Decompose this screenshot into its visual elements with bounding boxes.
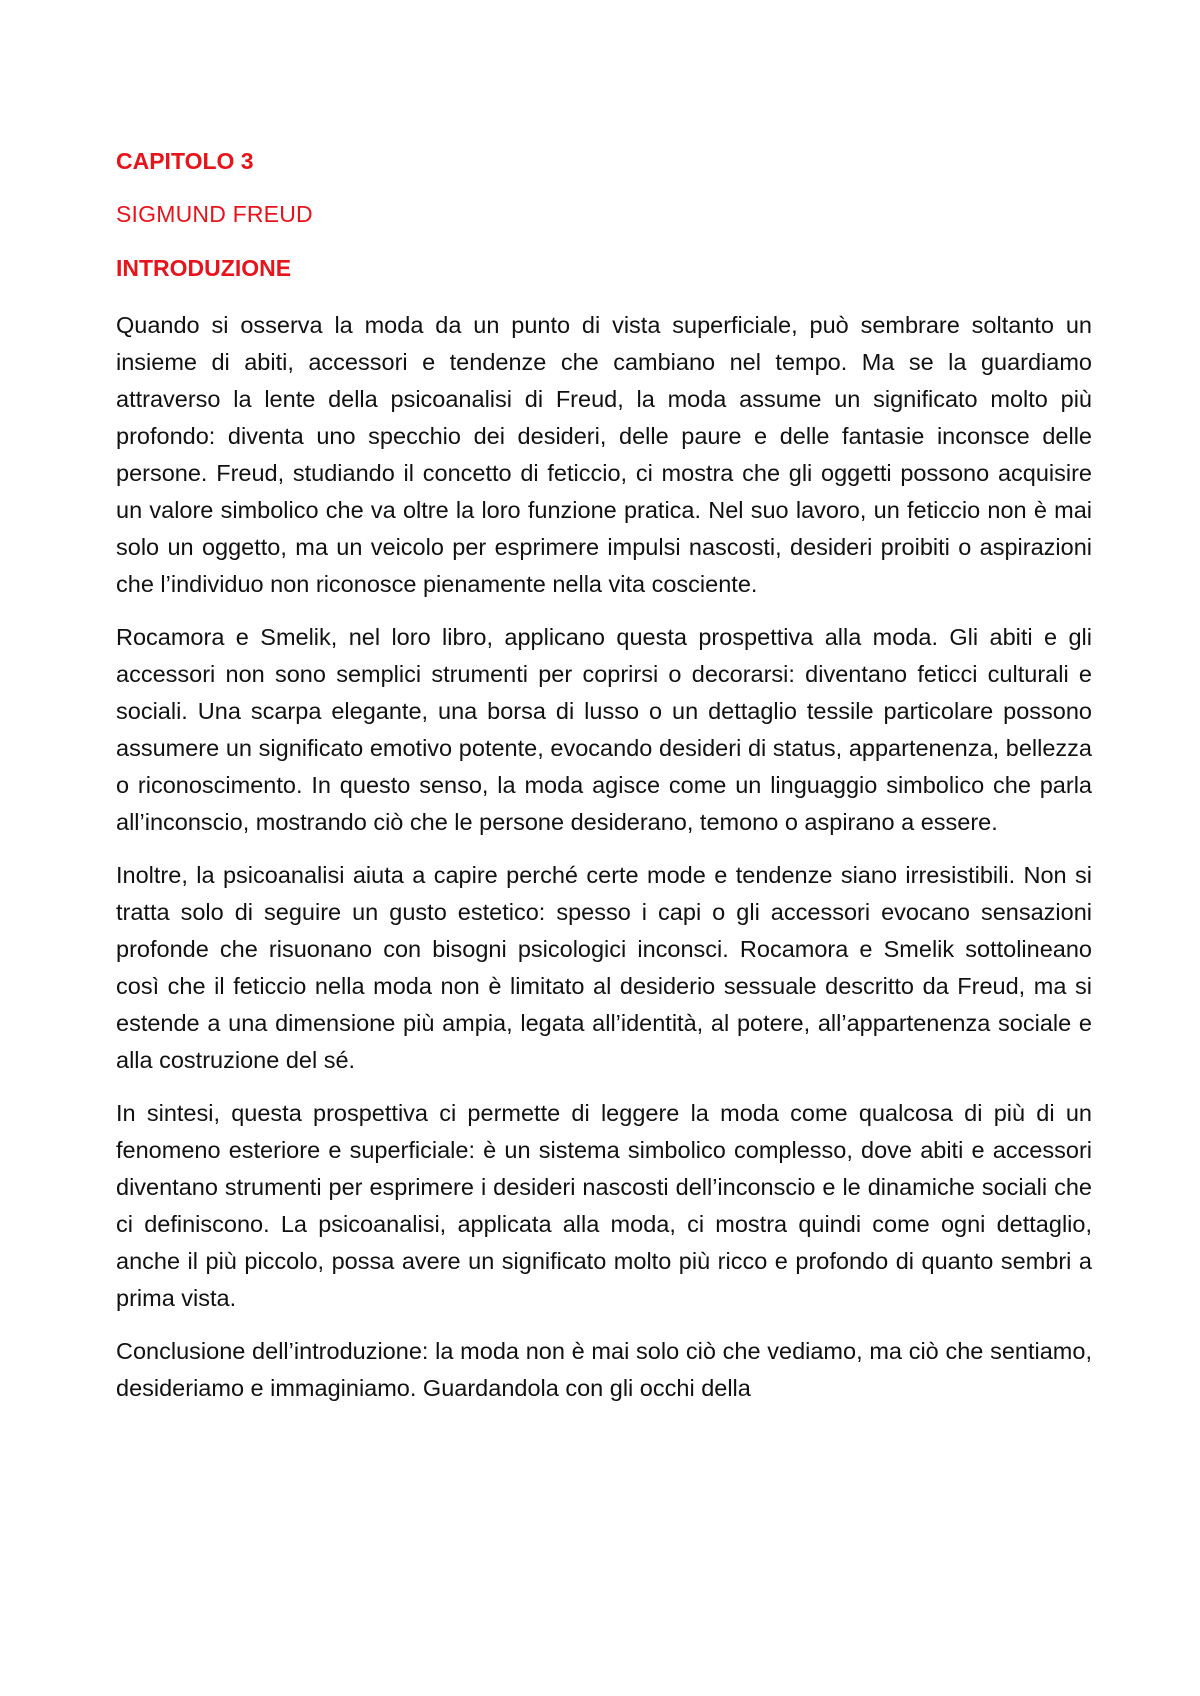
chapter-subtitle: SIGMUND FREUD: [116, 201, 313, 227]
paragraph-5: Conclusione dell’introduzione: la moda non è mai solo ciò che vediamo, ma ciò che sentiamo, desideriamo e immaginiamo. Guardandola con gli occhi della: [116, 1338, 1092, 1401]
chapter-label: CAPITOLO 3: [116, 148, 254, 174]
paragraph-3: Inoltre, la psicoanalisi aiuta a capire perché certe mode e tendenze siano irresistibili. Non si tratta solo di seguire un gusto estetico: spesso i capi o gli accessori evocano sensazioni profonde che risuonano con bisogni psicologici inconsci. Rocamora e Smelik sottolineano così che il feticcio nella moda non è limitato al desiderio sessuale descritto da Freud, ma si estende a una dimensione più ampia, legata all’identità, al potere, all’appartenenza sociale e alla costruzione del sé.: [116, 862, 1092, 1073]
document-body: [116, 145, 1092, 1423]
paragraph-1: Quando si osserva la moda da un punto di vista superficiale, può sembrare soltanto un insieme di abiti, accessori e tendenze che cambiano nel tempo. Ma se la guardiamo attraverso la lente della psicoanalisi di Freud, la moda assume un significato molto più profondo: diventa uno specchio dei desideri, delle paure e delle fantasie inconsce delle persone. Freud, studiando il concetto di feticcio, ci mostra che gli oggetti possono acquisire un valore simbolico che va oltre la loro funzione pratica. Nel suo lavoro, un feticcio non è mai solo un oggetto, ma un veicolo per esprimere impulsi nascosti, desideri proibiti o aspirazioni che l’individuo non riconosce pienamente nella vita cosciente.: [116, 312, 1092, 597]
paragraph-4: In sintesi, questa prospettiva ci permette di leggere la moda come qualcosa di più di un fenomeno esteriore e superficiale: è un sistema simbolico complesso, dove abiti e accessori diventano strumenti per esprimere i desideri nascosti dell’inconscio e le dinamiche sociali che ci definiscono. La psicoanalisi, applicata alla moda, ci mostra quindi come ogni dettaglio, anche il più piccolo, possa avere un significato molto più ricco e profondo di quanto sembri a prima vista.: [116, 1100, 1092, 1311]
paragraph-2: Rocamora e Smelik, nel loro libro, applicano questa prospettiva alla moda. Gli abiti e gli accessori non sono semplici strumenti per coprirsi o decorarsi: diventano feticci culturali e sociali. Una scarpa elegante, una borsa di lusso o un dettaglio tessile particolare possono assumere un significato emotivo potente, evocando desideri di status, appartenenza, bellezza o riconoscimento. In questo senso, la moda agisce come un linguaggio simbolico che parla all’inconscio, mostrando ciò che le persone desiderano, temono o aspirano a essere.: [116, 624, 1092, 835]
section-heading: INTRODUZIONE: [116, 255, 292, 281]
